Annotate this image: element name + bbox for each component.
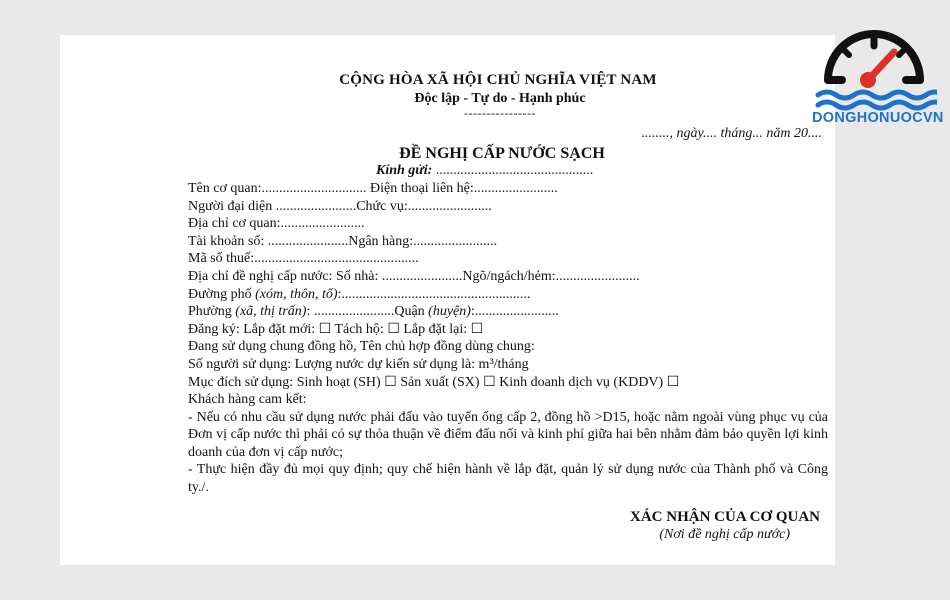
- confirmation-note: (Nơi đề nghị cấp nước): [659, 527, 790, 543]
- commitment-item: - Thực hiện đầy đủ mọi quy định; quy chế hiện hành về lắp đặt, quản lý sử dụng nước của Thành phố và Công ty./.: [188, 462, 828, 496]
- field-agency: Tên cơ quan:.............................. Điện thoại liên hệ:........................: [188, 180, 558, 196]
- field-registration: Đăng ký: Lắp đặt mới: ☐ Tách hộ: ☐ Lắp đặt lại: ☐: [188, 321, 484, 337]
- field-representative: Người đại diện .......................Chức vụ:........................: [188, 198, 492, 214]
- ward-mid: : .......................Quận: [306, 304, 429, 320]
- field-supply-address: Địa chỉ đề nghị cấp nước: Số nhà: .......................Ngõ/ngách/hẻm:........................: [188, 268, 640, 284]
- confirmation-title: XÁC NHẬN CỦA CƠ QUAN: [630, 508, 820, 525]
- district-hint: (huyện): [428, 304, 471, 320]
- street-hint: (xóm, thôn, tổ): [255, 286, 338, 302]
- field-shared-meter: Đang sử dụng chung đồng hồ, Tên chủ hợp đồng dùng chung:: [188, 339, 535, 355]
- field-tax-code: Mã số thuế:...............................................: [188, 251, 419, 267]
- field-street: [188, 286, 828, 304]
- field-users-volume: Số người sử dụng: Lượng nước dự kiến sử dụng là: m³/tháng: [188, 356, 529, 372]
- form-document: [188, 72, 828, 544]
- field-bank-account: Tài khoản số: .......................Ngân hàng:........................: [188, 233, 498, 249]
- commitment-item: - Nếu có nhu cầu sử dụng nước phải đấu vào tuyến ống cấp 2, đồng hồ >D15, hoặc nằm ngoài vùng phục vụ của Đơn vị cấp nước thì phải có sự thỏa thuận về điểm đấu nối và kinh phí giữa hai bên nhằm đảm bảo quyền lợi kinh doanh của đơn vị cấp nước;: [188, 409, 828, 460]
- date-line: ........, ngày.... tháng... năm 20....: [641, 126, 822, 142]
- header-rule: ----------------: [464, 106, 536, 121]
- national-title: CỘNG HÒA XÃ HỘI CHỦ NGHĨA VIỆT NAM: [339, 72, 657, 88]
- field-ward: [188, 303, 828, 321]
- form-title: ĐỀ NGHỊ CẤP NƯỚC SẠCH: [399, 144, 605, 162]
- national-motto: Độc lập - Tự do - Hạnh phúc: [414, 90, 586, 106]
- brand-name: DONGHONUOCVN: [812, 110, 944, 126]
- greeting-dots: .............................................: [432, 163, 594, 179]
- street-dots: :.....................................................: [337, 286, 527, 302]
- field-agency-address: Địa chỉ cơ quan:........................: [188, 216, 365, 232]
- street-label: Đường phố: [188, 286, 256, 302]
- commitment-heading: Khách hàng cam kết:: [188, 392, 307, 408]
- ward-dots: :........................: [470, 304, 559, 320]
- ward-hint: (xã, thị trấn): [235, 304, 307, 320]
- field-purpose: Mục đích sử dụng: Sinh hoạt (SH) ☐ Sản xuất (SX) ☐ Kinh doanh dịch vụ (KDDV) ☐: [188, 374, 680, 390]
- street-dots-end: .: [526, 286, 531, 302]
- greeting-line: [376, 162, 828, 180]
- greeting-label: Kính gửi:: [376, 163, 433, 179]
- ward-label: Phường: [188, 304, 236, 320]
